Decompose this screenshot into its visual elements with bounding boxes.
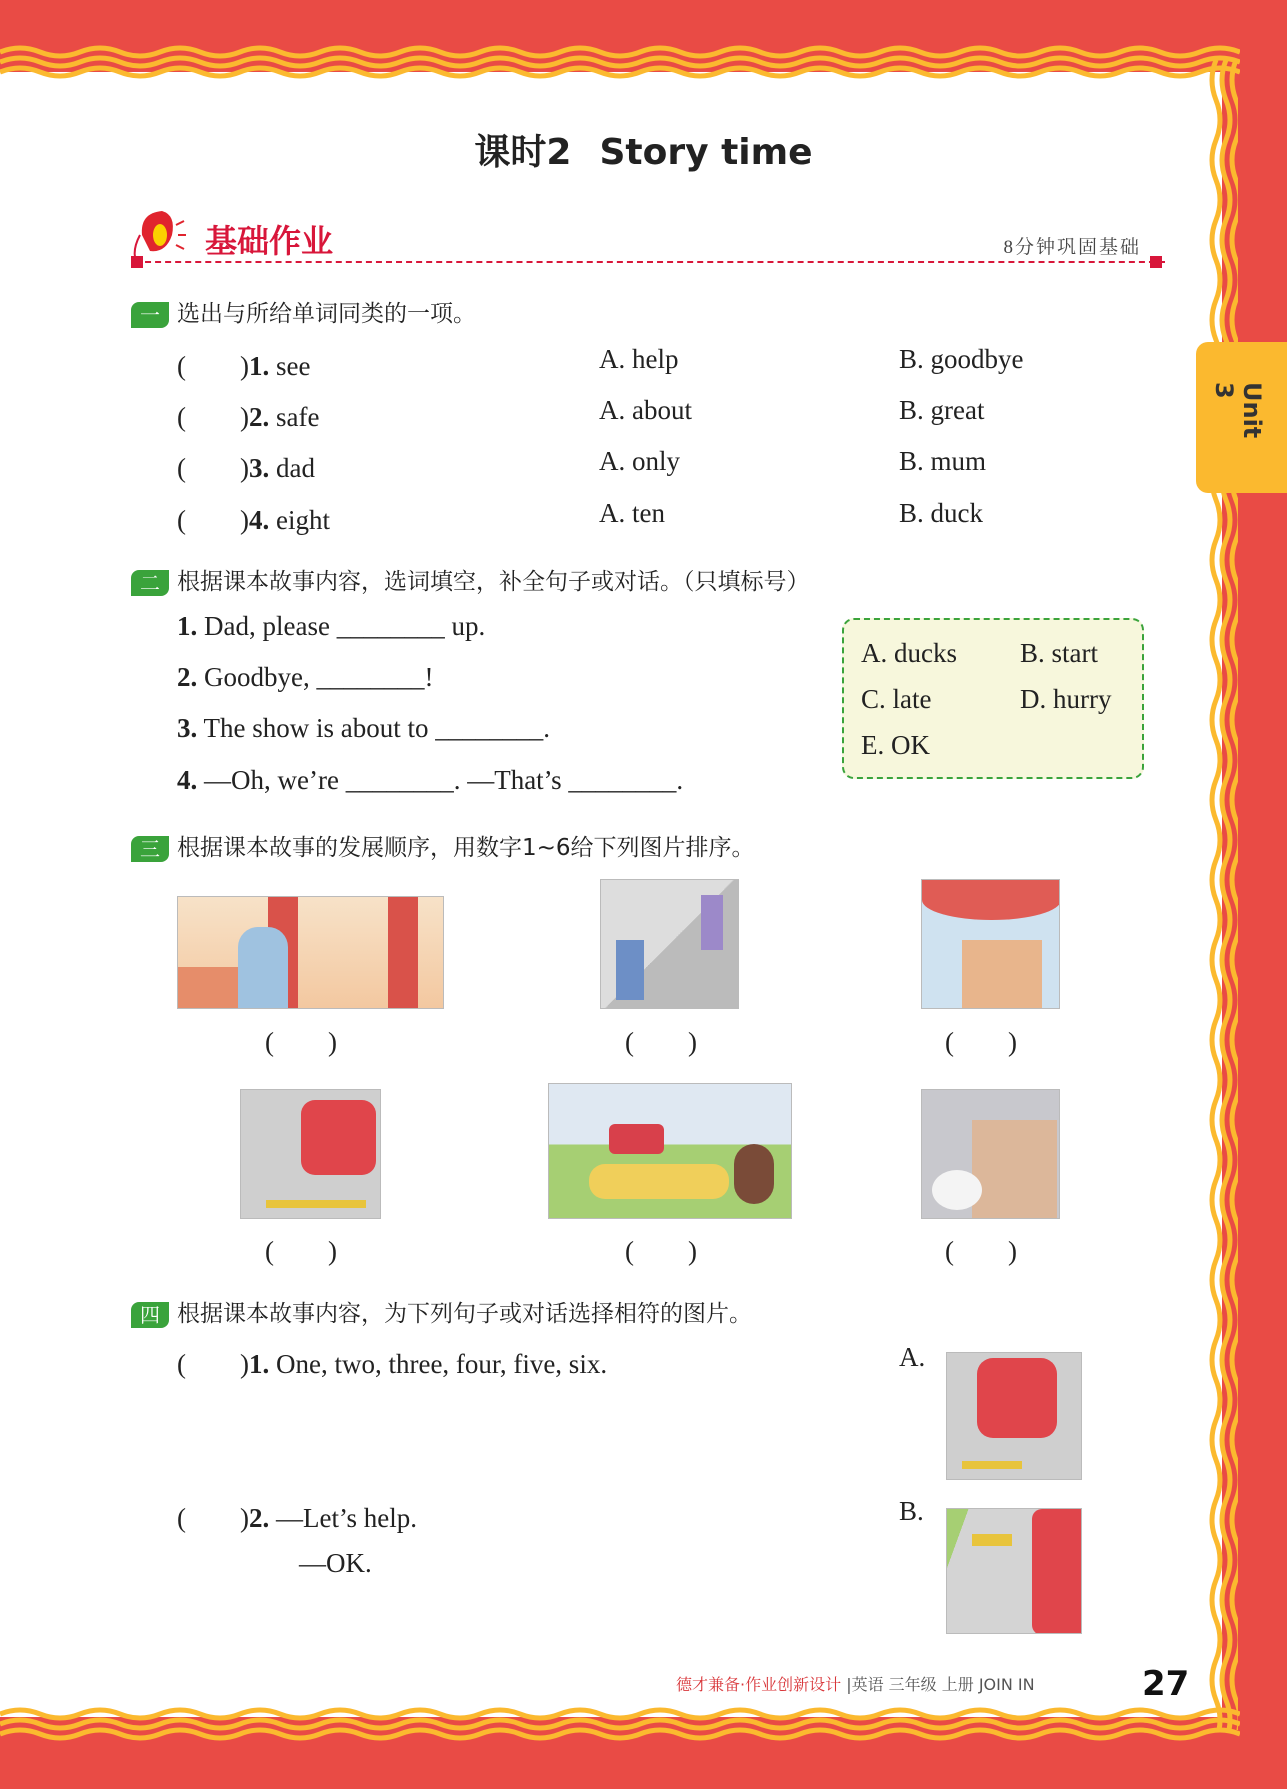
footer: 德才兼备·作业创新设计 |英语 三年级 上册 JOIN IN (676, 1675, 1035, 1694)
q1-item: ( )3. dad (177, 453, 315, 483)
q2-item: 4. —Oh, we’re ________. —That’s ________. (177, 765, 684, 795)
option-b: B. mum (899, 446, 987, 476)
answer-blank[interactable]: ( ) (177, 402, 249, 432)
option-a: A. only (599, 446, 680, 476)
answer-blank[interactable]: ( ) (177, 1503, 249, 1533)
q4-heading: 四 根据课本故事内容，为下列句子或对话选择相符的图片。 (131, 1295, 752, 1328)
answer-blank[interactable]: ( ) (945, 1027, 1017, 1057)
q2-heading: 二 根据课本故事内容，选词填空，补全句子或对话。（只填标号） (131, 563, 810, 596)
option-a-label: A. (899, 1342, 926, 1372)
answer-blank[interactable]: ( ) (625, 1027, 697, 1057)
word-option: D. hurry (1020, 684, 1112, 714)
q1-item: ( )2. safe (177, 402, 320, 432)
word-option: B. start (1020, 638, 1098, 668)
page-title: 课时2 Story time (474, 132, 813, 173)
answer-blank[interactable]: ( ) (177, 453, 249, 483)
q4-item: ( )1. One, two, three, four, five, six. (177, 1349, 608, 1379)
answer-blank[interactable]: ( ) (177, 505, 249, 535)
q1-item: ( )4. eight (177, 505, 330, 535)
story-picture-in-car (921, 1089, 1060, 1219)
divider-end (1150, 256, 1162, 268)
option-a: A. help (599, 344, 679, 374)
word-bank (842, 618, 1144, 779)
unit-tab[interactable]: Unit 3 (1196, 342, 1287, 493)
q1-heading: 一 选出与所给单词同类的一项。 (131, 295, 476, 328)
story-picture-theater (177, 896, 444, 1009)
section-subtitle: 8分钟巩固基础 (1003, 237, 1141, 258)
option-a-picture (946, 1352, 1082, 1480)
option-b: B. great (899, 395, 985, 425)
story-picture-car-ducks (240, 1089, 381, 1219)
section-header: 基础作业 (205, 222, 334, 260)
option-b: B. goodbye (899, 344, 1024, 374)
q2-item: 3. The show is about to ________. (177, 713, 550, 743)
top-wave-border (0, 44, 1240, 84)
q3-heading: 三 根据课本故事的发展顺序，用数字1~6给下列图片排序。 (131, 829, 755, 862)
q1-item: ( )1. see (177, 351, 311, 381)
q2-item: 1. Dad, please ________ up. (177, 611, 486, 641)
option-b-label: B. (899, 1496, 924, 1526)
divider-end (131, 256, 143, 268)
story-picture-drain (600, 879, 739, 1009)
word-option: C. late (861, 684, 932, 714)
page-number: 27 (1142, 1664, 1190, 1704)
option-a: A. about (599, 395, 692, 425)
answer-blank[interactable]: ( ) (625, 1236, 697, 1266)
option-b: B. duck (899, 498, 983, 528)
section-divider (135, 261, 1165, 263)
word-option: E. OK (861, 730, 930, 760)
story-picture-duck-crossing (548, 1083, 792, 1219)
option-a: A. ten (599, 498, 665, 528)
word-option: A. ducks (861, 638, 957, 668)
answer-blank[interactable]: ( ) (945, 1236, 1017, 1266)
answer-blank[interactable]: ( ) (177, 351, 249, 381)
answer-blank[interactable]: ( ) (177, 1349, 249, 1379)
q2-item: 2. Goodbye, ________! (177, 662, 434, 692)
q4-item-line: —OK. (299, 1548, 372, 1578)
story-picture-car-theater (921, 879, 1060, 1009)
right-wave-border (1208, 60, 1238, 1730)
bottom-wave-border (0, 1706, 1240, 1746)
q4-item: ( )2. —Let’s help. (177, 1503, 417, 1533)
option-b-picture (946, 1508, 1082, 1634)
answer-blank[interactable]: ( ) (265, 1027, 337, 1057)
answer-blank[interactable]: ( ) (265, 1236, 337, 1266)
